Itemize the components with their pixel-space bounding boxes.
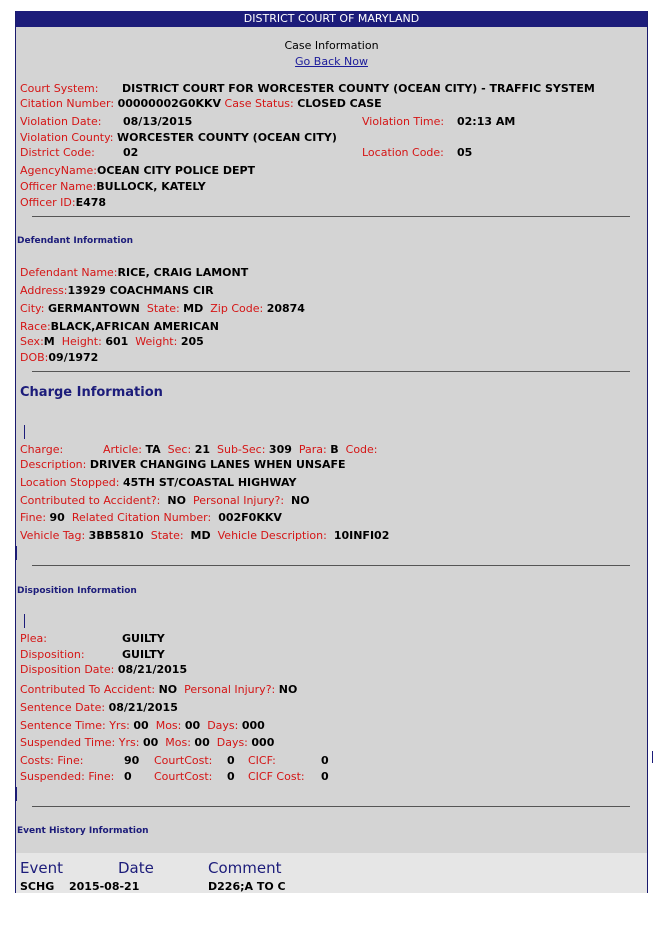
disposition-value: GUILTY	[122, 648, 165, 661]
go-back-link[interactable]: Go Back Now	[295, 55, 368, 68]
officer-id-label: Officer ID:	[20, 196, 76, 209]
personal-injury-value: NO	[291, 494, 310, 507]
violation-date-value: 08/13/2015	[123, 115, 193, 128]
costs-courtcost-value: 0	[227, 754, 235, 767]
state-value: MD	[183, 302, 204, 315]
sentence-time-label: Sentence Time: Yrs:	[20, 719, 130, 732]
contributed-accident-value: NO	[167, 494, 186, 507]
column-header-event: Event	[20, 859, 63, 877]
contributed-accident-label: Contributed to Accident?:	[20, 494, 161, 507]
suspended-courtcost-value: 0	[227, 770, 235, 783]
zip-label: Zip Code:	[210, 302, 264, 315]
suspended-cicf-value: 0	[321, 770, 329, 783]
cursor-mark	[16, 787, 17, 801]
city-value: GERMANTOWN	[47, 302, 140, 315]
fine-value: 90	[49, 511, 65, 524]
officer-id-value: E478	[75, 196, 107, 209]
vehicle-tag-value: 3BB5810	[88, 529, 144, 542]
violation-time-label: Violation Time:	[362, 115, 445, 128]
subsec-value: 309	[268, 443, 292, 456]
height-value: 601	[105, 335, 129, 348]
defendant-name-label: Defendant Name:	[20, 266, 118, 279]
code-label: Code:	[345, 443, 378, 456]
height-label: Height:	[61, 335, 102, 348]
suspended-days-value: 000	[251, 736, 275, 749]
divider	[32, 806, 630, 807]
dob-label: DOB:	[20, 351, 49, 364]
district-code-label: District Code:	[20, 146, 95, 159]
sentence-date-label: Sentence Date:	[20, 701, 106, 714]
case-info-heading: Case Information	[284, 39, 379, 52]
sentence-days-value: 000	[241, 719, 265, 732]
disposition-heading: Disposition Information	[17, 586, 137, 596]
charge-label: Charge:	[20, 443, 64, 456]
vehicle-state-label: State:	[150, 529, 184, 542]
cursor-mark	[24, 614, 25, 628]
sec-value: 21	[194, 443, 210, 456]
sex-value: M	[43, 335, 55, 348]
plea-value: GUILTY	[122, 632, 165, 645]
defendant-name-value: RICE, CRAIG LAMONT	[117, 266, 249, 279]
disp-injury-label: Personal Injury?:	[184, 683, 276, 696]
event-cell: SCHG	[20, 880, 55, 893]
zip-value: 20874	[266, 302, 305, 315]
district-code-value: 02	[123, 146, 139, 159]
defendant-heading: Defendant Information	[17, 236, 134, 246]
page-header: DISTRICT COURT OF MARYLAND	[16, 11, 647, 27]
sentence-mos-value: 00	[184, 719, 201, 732]
officer-name-value: BULLOCK, KATELY	[96, 180, 206, 193]
column-header-comment: Comment	[208, 859, 282, 877]
divider	[32, 371, 630, 372]
sec-label: Sec:	[167, 443, 192, 456]
disposition-date-value: 08/21/2015	[117, 663, 188, 676]
address-value: 13929 COACHMANS CIR	[67, 284, 214, 297]
citation-value: 00000002G0KKV	[117, 97, 222, 110]
vehicle-description-value: 10INFI02	[333, 529, 390, 542]
vehicle-description-label: Vehicle Description:	[217, 529, 327, 542]
sentence-days-label: Days:	[207, 719, 239, 732]
event-history-table	[16, 853, 647, 893]
scroll-mark	[652, 751, 653, 763]
costs-fine-label: Costs: Fine:	[20, 754, 84, 767]
column-header-date: Date	[118, 859, 154, 877]
para-value: B	[330, 443, 339, 456]
location-stopped-value: 45TH ST/COASTAL HIGHWAY	[122, 476, 297, 489]
weight-label: Weight:	[135, 335, 178, 348]
suspended-mos-label: Mos:	[165, 736, 191, 749]
weight-value: 205	[180, 335, 204, 348]
suspended-time-label: Suspended Time: Yrs:	[20, 736, 140, 749]
sentence-mos-label: Mos:	[155, 719, 182, 732]
race-label: Race:	[20, 320, 51, 333]
agency-label: AgencyName:	[20, 164, 97, 177]
suspended-courtcost-label: CourtCost:	[154, 770, 213, 783]
location-code-label: Location Code:	[362, 146, 444, 159]
court-system-label: Court System:	[20, 82, 99, 95]
disp-injury-value: NO	[278, 683, 298, 696]
case-status-value: CLOSED CASE	[297, 97, 382, 110]
sex-label: Sex:	[20, 335, 44, 348]
sentence-date-value: 08/21/2015	[108, 701, 178, 714]
violation-date-label: Violation Date:	[20, 115, 102, 128]
location-code-value: 05	[457, 146, 473, 159]
article-label: Article:	[103, 443, 142, 456]
article-value: TA	[145, 443, 161, 456]
officer-name-label: Officer Name:	[20, 180, 97, 193]
violation-county-label: Violation County:	[20, 131, 114, 144]
costs-courtcost-label: CourtCost:	[154, 754, 213, 767]
race-value: BLACK,AFRICAN AMERICAN	[50, 320, 219, 333]
disposition-date-label: Disposition Date:	[20, 663, 115, 676]
subsec-label: Sub-Sec:	[217, 443, 266, 456]
vehicle-tag-label: Vehicle Tag:	[20, 529, 86, 542]
citation-label: Citation Number:	[20, 97, 115, 110]
divider	[32, 565, 630, 566]
dob-value: 09/1972	[48, 351, 99, 364]
suspended-fine-value: 0	[124, 770, 132, 783]
disp-accident-label: Contributed To Accident:	[20, 683, 156, 696]
para-label: Para:	[298, 443, 327, 456]
costs-cicf-value: 0	[321, 754, 329, 767]
suspended-days-label: Days:	[216, 736, 248, 749]
event-history-heading: Event History Information	[17, 826, 149, 836]
related-citation-value: 002F0KKV	[218, 511, 282, 524]
fine-label: Fine:	[20, 511, 47, 524]
suspended-mos-value: 00	[194, 736, 210, 749]
event-comment-cell: D226;A TO C	[208, 880, 286, 893]
sentence-yrs-value: 00	[133, 719, 149, 732]
description-value: DRIVER CHANGING LANES WHEN UNSAFE	[89, 458, 346, 471]
disp-accident-value: NO	[158, 683, 178, 696]
cursor-mark	[24, 425, 25, 439]
costs-cicf-label: CICF:	[248, 754, 276, 767]
costs-fine-value: 90	[124, 754, 140, 767]
address-label: Address:	[20, 284, 68, 297]
personal-injury-label: Personal Injury?:	[192, 494, 285, 507]
description-label: Description:	[20, 458, 87, 471]
plea-label: Plea:	[20, 632, 47, 645]
city-label: City:	[20, 302, 45, 315]
state-label: State:	[146, 302, 180, 315]
violation-county-value: WORCESTER COUNTY (OCEAN CITY)	[117, 131, 337, 144]
divider	[32, 216, 630, 217]
court-system-value: DISTRICT COURT FOR WORCESTER COUNTY (OCEAN CITY) - TRAFFIC SYSTEM	[122, 82, 595, 95]
disposition-label: Disposition:	[20, 648, 85, 661]
related-citation-label: Related Citation Number:	[71, 511, 212, 524]
suspended-cicf-label: CICF Cost:	[248, 770, 305, 783]
vehicle-state-value: MD	[190, 529, 211, 542]
case-page	[15, 11, 648, 893]
location-stopped-label: Location Stopped:	[20, 476, 120, 489]
event-date-cell: 2015-08-21	[69, 880, 140, 893]
case-status-label: Case Status:	[224, 97, 294, 110]
agency-value: OCEAN CITY POLICE DEPT	[96, 164, 256, 177]
charge-heading: Charge Information	[20, 385, 163, 400]
suspended-yrs-value: 00	[142, 736, 159, 749]
violation-time-value: 02:13 AM	[457, 115, 516, 128]
suspended-fine-label: Suspended: Fine:	[20, 770, 115, 783]
cursor-mark	[16, 546, 17, 560]
